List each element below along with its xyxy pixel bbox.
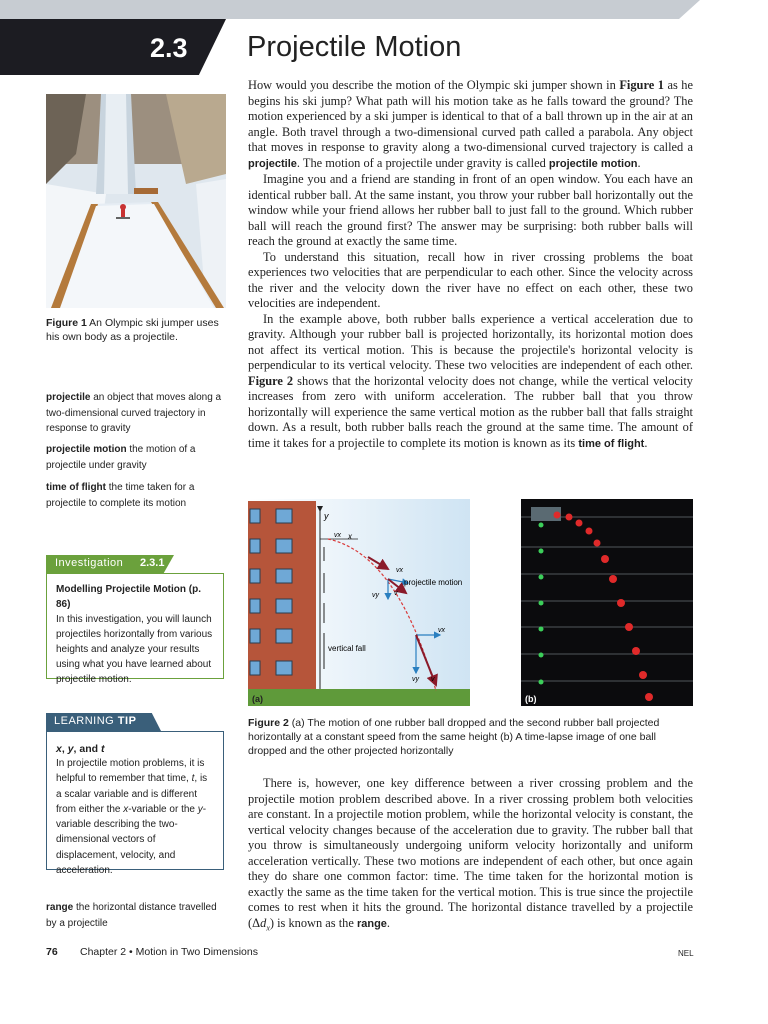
heading-y: y — [67, 743, 74, 755]
lt-text-t: t — [191, 773, 195, 785]
investigation-number: 2.3.1 — [140, 557, 165, 569]
figure1-caption — [46, 316, 226, 344]
section-number-box — [0, 19, 226, 75]
p1-d: . — [637, 155, 641, 170]
definition-term: range — [46, 902, 74, 913]
learning-tip-box — [46, 731, 224, 877]
p4-b: shows that the horizontal velocity does not change, while the vertical velocity increases from zero with uniform acceleration. The rubber ball that you throw horizontally will experience the same vertical motion as the rubber ball that falls straight down. As a result, both rubber balls reach the ground at the same time. The amount of time it takes for a projectile to complete its motion is known as its — [248, 373, 693, 450]
definition-text: an object that moves along a two-dimensional curved trajectory in response to gravity — [46, 392, 222, 434]
lt-text-c: -variable or the — [128, 803, 198, 815]
projectile-motion-label: projectile motion — [404, 578, 463, 587]
paragraph-3: To understand this situation, recall how in river crossing problems the boat experiences two velocities that are perpendicular to each other. Since the velocity across the river and the velocity down the river have no effect on each other, these two velocities are independent. — [248, 249, 693, 310]
learning-tip-label — [54, 715, 136, 727]
figure2-caption-text: (a) The motion of one rubber ball dropped and the second rubber ball projected horizontally at a constant speed from the same height (b) A time-lapse image of one ball dropped and the other projected horizontally — [248, 717, 660, 757]
figure2-caption — [248, 716, 678, 758]
page-number: 76 — [46, 946, 58, 958]
paragraph-2: Imagine you and a friend are standing in front of an open window. You each have an identical rubber ball. At the same instant, you throw your rubber ball horizontally out the window while your friend allows her rubber ball to just fall to the ground. Which rubber ball will reach the ground first? The answer may be surprising: both rubber balls will reach the ground at exactly the same time. — [248, 172, 693, 248]
definition-term: projectile — [46, 392, 91, 403]
vx-label-low: vx — [438, 627, 445, 634]
p4-a: In the example above, both rubber balls experience a vertical acceleration due to gravity. Although your rubber ball is projected horizontally, its horizontal motion does not affect its vertical motion. This is because the projectile's horizontal velocity is perpendicular to its vertical velocity. These two velocities are independent of each other. — [248, 311, 693, 372]
lt-text-x: x — [123, 803, 129, 815]
lt-text-y: y — [197, 803, 203, 815]
body-text-bottom — [248, 776, 693, 935]
definition-text: the time taken for a projectile to complete its motion — [46, 482, 195, 509]
figure2b-timelapse-photo — [521, 499, 693, 706]
investigation-title: Modelling Projectile Motion (p. 86) — [56, 584, 201, 610]
panel-b-label: (b) — [525, 694, 537, 704]
body-text-top — [248, 78, 693, 452]
p5-c: . — [386, 915, 391, 930]
definition-text: the horizontal distance travelled by a projectile — [46, 902, 217, 929]
p5-b: ) is known as the — [269, 915, 357, 930]
heading-sep1: , — [61, 743, 68, 755]
page-title: Projectile Motion — [247, 31, 462, 63]
definition-projectile-motion — [46, 442, 226, 473]
vx-label-mid: vx — [396, 567, 403, 574]
heading-x: x — [56, 743, 62, 755]
definition-time-of-flight — [46, 480, 226, 511]
lt-text-b: , is a scalar variable and is different from either the — [56, 773, 208, 815]
p5-x: x — [266, 922, 270, 932]
definition-range — [46, 900, 226, 931]
axis-y-label: y — [324, 511, 329, 521]
investigation-text: In this investigation, you will launch projectiles horizontally from various heights and analyze your results using what you have learned about projectile motion. — [56, 614, 213, 685]
p1-c: . The motion of a projectile under gravity is called — [296, 155, 549, 170]
lt-text-a: In projectile motion problems, it is helpful to remember that time, — [56, 758, 205, 785]
learning-tip-label-b: TIP — [117, 715, 137, 727]
investigation-tab-label: Investigation — [55, 557, 124, 569]
p1-b: as he begins his ski jump? What path will his motion take as he falls toward the ground? The motion experienced by a ski jumper is identical to that of a ball thrown up in the air at an angle. Both travel through a two-dimensional curved path called a parabola. Any object that moves in response to gravity along a two-dimensional curved trajectory is called a — [248, 78, 693, 154]
figure1-caption-text: An Olympic ski jumper uses his own body as a projectile. — [46, 317, 219, 343]
keyword-projectile-motion: projectile motion — [548, 157, 638, 170]
vertical-fall-label: vertical fall — [328, 644, 366, 653]
lt-text-d: -variable describing the two-dimensional vectors of displacement, velocity, and acceleration. — [56, 803, 207, 877]
figure2-label: Figure 2 — [248, 717, 289, 729]
learning-tip-text — [56, 756, 214, 878]
investigation-box — [46, 573, 224, 685]
figure2-ref: Figure 2 — [248, 373, 294, 388]
v-label-low: v — [431, 676, 435, 683]
p5-a: There is, however, one key difference between a river crossing problem and the projectile motion problem described above. In a river crossing problem both velocities are constant. In a projectile motion problem, while the horizontal velocity is constant, the vertical velocity changes because of the acceleration due to gravity. The rubber ball that you throw is simultaneously undergoing uniform velocity horizontally and uniform acceleration vertically. These two motions are independent of each other, but once again they do share one common factor: time. The time taken for the horizontal motion is exactly the same as the time taken for the vertical motion. This is true since the projectile comes to rest when it hits the ground. The horizontal distance travelled by a projectile (Δ — [248, 776, 693, 930]
definition-term: time of flight — [46, 482, 106, 493]
vy-label-low: vy — [412, 676, 419, 683]
axis-x-label: x — [348, 532, 352, 541]
vx-label-top: vx — [334, 532, 341, 539]
top-banner — [0, 0, 700, 19]
ski-jumper-photo — [46, 94, 226, 308]
p1-a: How would you describe the motion of the Olympic ski jumper shown in — [248, 78, 620, 92]
keyword-range: range — [356, 917, 387, 930]
figure2a-diagram — [248, 499, 470, 706]
figure1-ref: Figure 1 — [619, 78, 664, 92]
learning-tip-label-a: LEARNING — [54, 715, 118, 727]
keyword-projectile: projectile — [248, 157, 297, 170]
p5-d: d — [260, 915, 267, 930]
definition-term: projectile motion — [46, 444, 127, 455]
heading-sep2: , and — [73, 743, 101, 755]
section-number: 2.3 — [150, 33, 188, 63]
definition-projectile — [46, 390, 226, 437]
v-label-mid: v — [394, 590, 398, 597]
panel-a-label: (a) — [252, 694, 263, 704]
p4-c: . — [644, 435, 648, 450]
heading-t: t — [100, 743, 105, 755]
vy-label-mid: vy — [372, 592, 379, 599]
publisher-footer: NEL — [678, 949, 694, 958]
chapter-footer: Chapter 2 • Motion in Two Dimensions — [80, 946, 258, 958]
learning-tip-heading — [56, 742, 214, 756]
figure1-label: Figure 1 — [46, 317, 87, 329]
definition-text: the motion of a projectile under gravity — [46, 444, 196, 471]
keyword-time-of-flight: time of flight — [578, 437, 645, 450]
